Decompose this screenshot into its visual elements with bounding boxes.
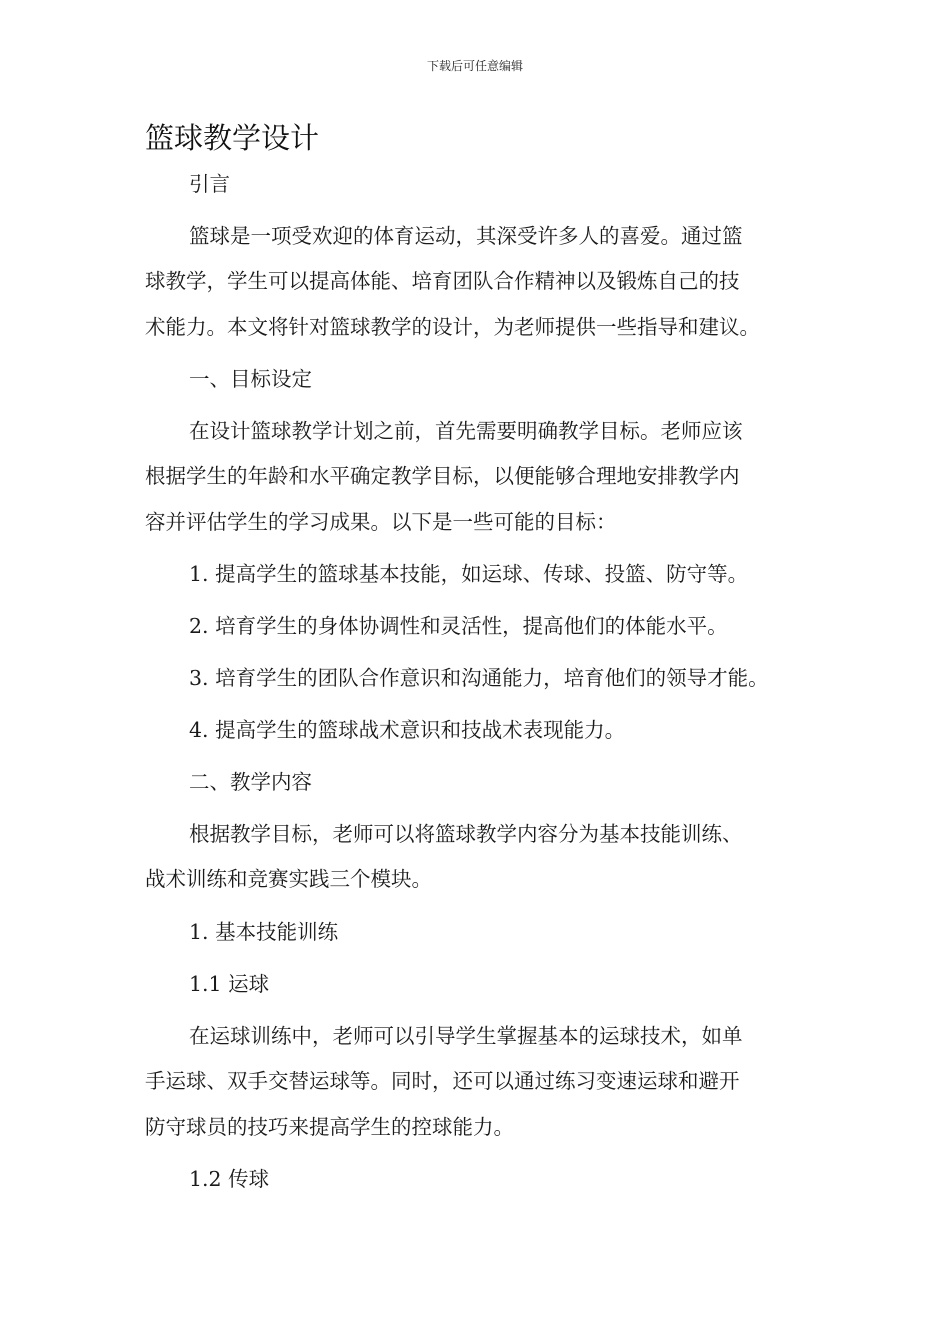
intro-heading: 引言: [189, 172, 230, 196]
sub1-heading: 1.1 运球: [189, 972, 270, 996]
goal-item-3: 3. 培育学生的团队合作意识和沟通能力，培育他们的领导才能。: [189, 666, 769, 690]
intro-line-3: 术能力。本文将针对篮球教学的设计，为老师提供一些指导和建议。: [145, 315, 760, 339]
sub2-heading: 1.2 传球: [189, 1167, 270, 1191]
goal-item-4: 4. 提高学生的篮球战术意识和技战术表现能力。: [189, 718, 626, 742]
section2-line-1: 根据教学目标，老师可以将篮球教学内容分为基本技能训练、: [189, 822, 743, 846]
module1-heading: 1. 基本技能训练: [189, 920, 339, 944]
page-header: 下载后可任意编辑: [426, 59, 523, 73]
sub1-line-2: 手运球、双手交替运球等。同时，还可以通过练习变速运球和避开: [145, 1069, 740, 1093]
section1-line-2: 根据学生的年龄和水平确定教学目标，以便能够合理地安排教学内: [145, 464, 740, 488]
section1-line-1: 在设计篮球教学计划之前，首先需要明确教学目标。老师应该: [189, 419, 743, 443]
intro-line-2: 球教学，学生可以提高体能、培育团队合作精神以及锻炼自己的技: [145, 269, 740, 293]
goal-item-2: 2. 培育学生的身体协调性和灵活性，提高他们的体能水平。: [189, 614, 728, 638]
section2-heading: 二、教学内容: [189, 770, 312, 794]
section2-line-2: 战术训练和竞赛实践三个模块。: [145, 867, 432, 891]
sub1-line-3: 防守球员的技巧来提高学生的控球能力。: [145, 1115, 514, 1139]
section1-heading: 一、目标设定: [189, 367, 312, 391]
intro-line-1: 篮球是一项受欢迎的体育运动，其深受许多人的喜爱。通过篮: [189, 224, 743, 248]
goal-item-1: 1. 提高学生的篮球基本技能，如运球、传球、投篮、防守等。: [189, 562, 749, 586]
sub1-line-1: 在运球训练中，老师可以引导学生掌握基本的运球技术，如单: [189, 1024, 743, 1048]
section1-line-3: 容并评估学生的学习成果。以下是一些可能的目标：: [145, 510, 617, 534]
document-title: 篮球教学设计: [145, 121, 320, 155]
